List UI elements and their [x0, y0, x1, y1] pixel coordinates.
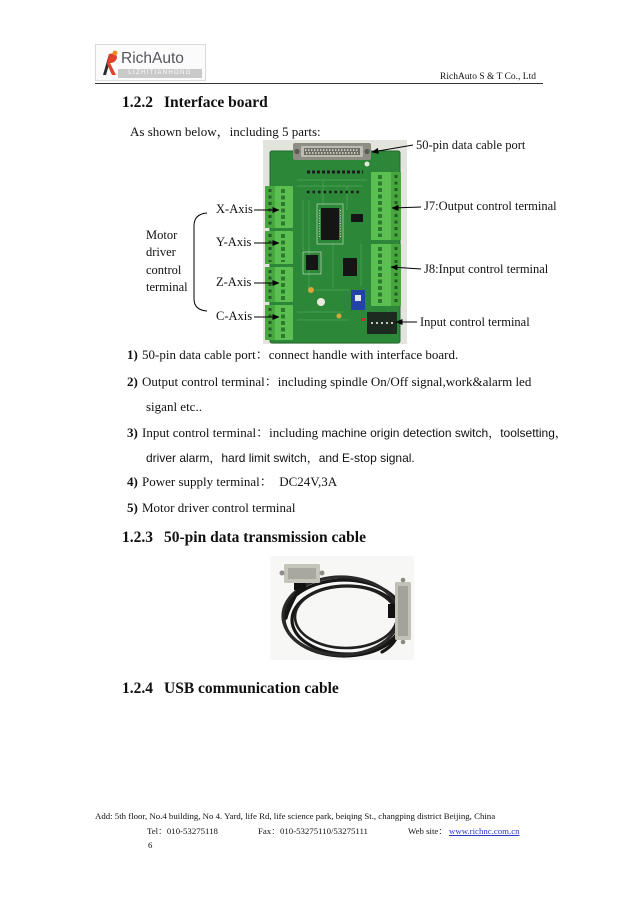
section-number-1-2-2: 1.2.2	[122, 94, 153, 111]
callout-cable-port: 50-pin data cable port	[416, 138, 526, 152]
grouping-brace	[194, 213, 207, 311]
terminal-block-y-axis	[265, 231, 293, 264]
company-name: RichAuto S & T Co., Ltd	[440, 72, 536, 82]
list-item-text: Power supply terminal： DC24V,3A	[142, 474, 338, 489]
section-number-1-2-3: 1.2.3	[122, 529, 153, 546]
motor-group-line: Motor	[146, 228, 178, 242]
section-title-usb-cable: USB communication cable	[164, 680, 339, 697]
terminal-block-j8	[371, 244, 401, 306]
callout-y-axis: Y-Axis	[216, 235, 252, 249]
list-item-text	[142, 425, 567, 441]
page-number: 6	[148, 840, 153, 850]
header-divider	[95, 83, 543, 84]
terminal-block-x-axis	[265, 186, 293, 228]
terminal-block-z-axis	[265, 267, 293, 302]
terminal-block-c-axis	[265, 305, 293, 340]
list-item-number: 2)	[127, 374, 138, 389]
section-number-1-2-4: 1.2.4	[122, 680, 153, 697]
callout-j7: J7:Output control terminal	[424, 199, 557, 213]
list-item-continuation: siganl etc..	[146, 399, 202, 414]
list-item-number: 5)	[127, 500, 138, 515]
list-item-text: Motor driver control terminal	[142, 500, 296, 515]
list-item-text-serif: Input control terminal：including	[142, 425, 322, 440]
callout-input-terminal: Input control terminal	[420, 315, 530, 329]
data-cable-photo	[270, 556, 414, 660]
footer-address: Add: 5th floor, No.4 building, No 4. Yard, life Rd, life science park, beiqing St., changping district Beijing, China	[95, 811, 496, 821]
logo-wordmark: RichAuto	[121, 50, 184, 67]
list-item-text: Output control terminal：including spindle On/Off signal,work&alarm led	[142, 374, 532, 389]
interface-board-photo	[263, 140, 407, 344]
logo-subtitle: LIZHITIANHONG	[118, 69, 202, 78]
section-intro: As shown below，including 5 parts:	[130, 124, 321, 139]
motor-group-line: driver	[146, 245, 176, 260]
motor-group-line: terminal	[146, 280, 188, 295]
callout-c-axis: C-Axis	[216, 309, 253, 323]
callout-x-axis: X-Axis	[216, 202, 253, 216]
list-item-number: 3)	[127, 425, 138, 440]
list-item-continuation: driver alarm，hard limit switch，and E-stop signal.	[146, 451, 415, 465]
list-item-number: 4)	[127, 474, 138, 489]
section-title-interface-board: Interface board	[164, 94, 268, 111]
list-item-number: 1)	[127, 347, 138, 362]
footer-tel: Tel：010-53275118	[147, 826, 218, 836]
website-link[interactable]: www.richnc.com.cn	[449, 826, 520, 836]
db50-connector	[293, 143, 371, 160]
list-item-text: 50-pin data cable port：connect handle with interface board.	[142, 347, 459, 362]
motor-group-line: control	[146, 262, 182, 277]
footer-web-label: Web site：	[408, 826, 448, 836]
richauto-logo	[95, 44, 206, 81]
list-item-text-sans: machine origin detection switch，toolsetting，	[321, 426, 567, 440]
callout-j8: J8:Input control terminal	[424, 262, 549, 276]
blue-component	[351, 290, 365, 310]
callout-z-axis: Z-Axis	[216, 275, 252, 289]
terminal-block-j7	[371, 172, 401, 240]
section-title-data-cable: 50-pin data transmission cable	[164, 529, 366, 546]
richauto-logo-icon	[100, 48, 120, 78]
footer-fax: Fax：010-53275110/53275111	[258, 826, 368, 836]
terminal-block-input	[367, 312, 397, 334]
callout-motor-driver-group	[146, 227, 188, 297]
